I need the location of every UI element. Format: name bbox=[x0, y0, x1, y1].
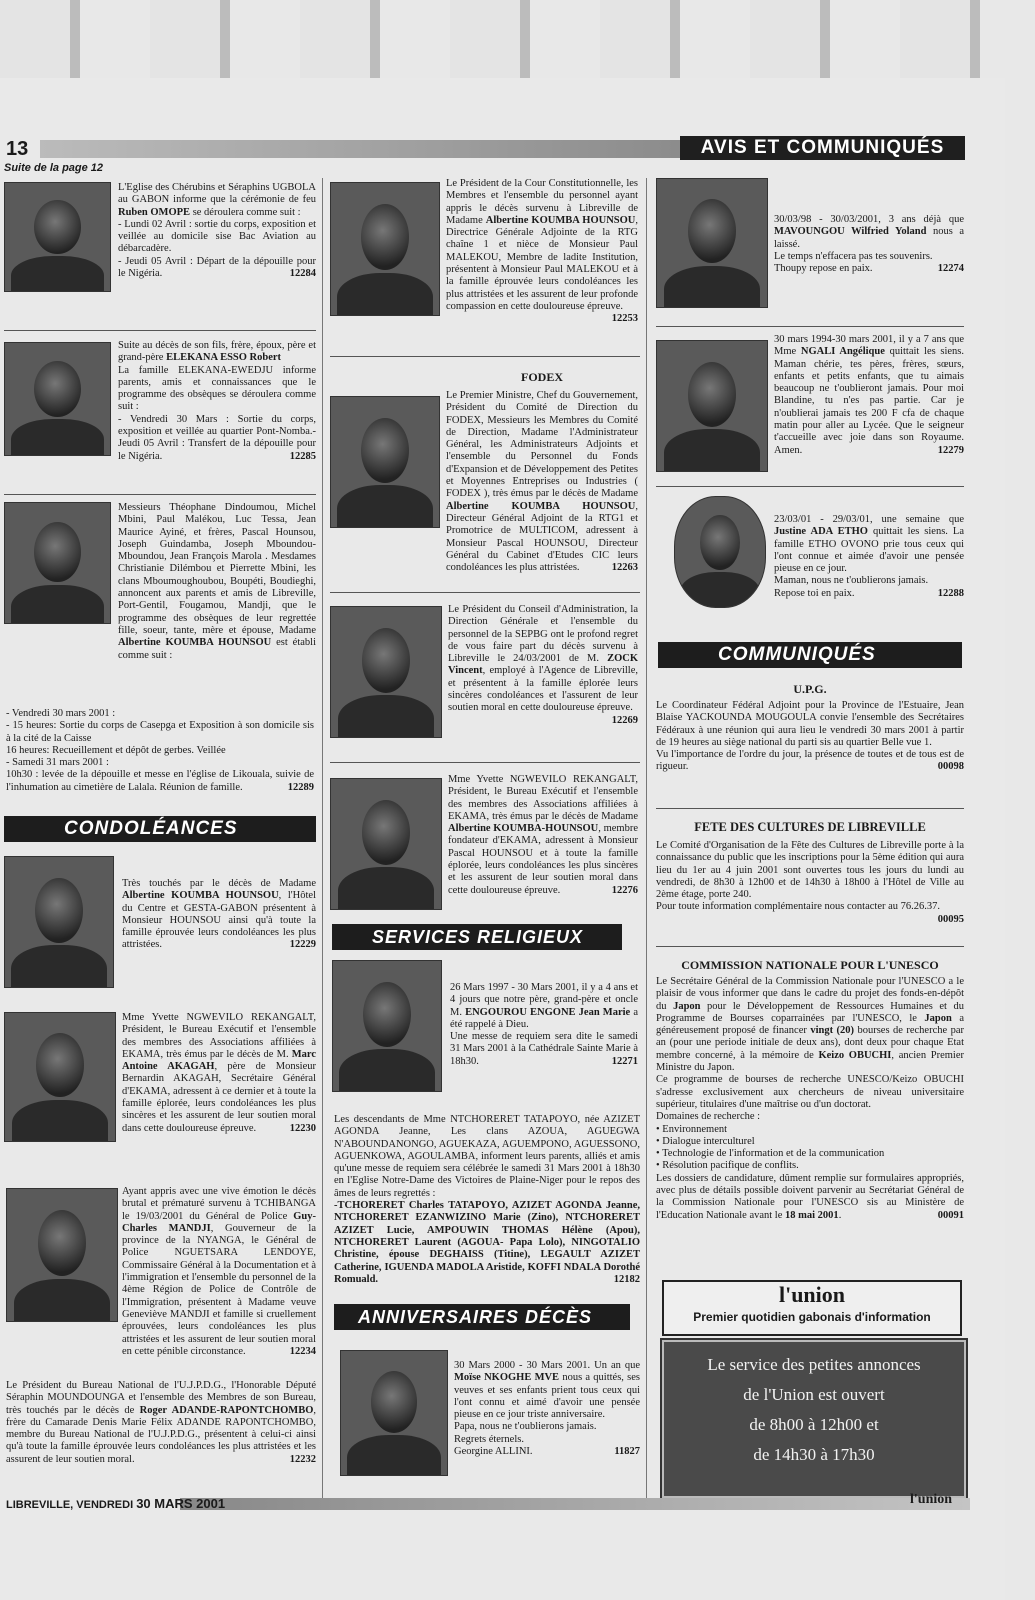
unesco-heading: COMMISSION NATIONALE POUR L'UNESCO bbox=[681, 958, 939, 972]
divider bbox=[656, 946, 964, 947]
continued-note: Suite de la page 12 bbox=[4, 162, 104, 174]
fodex-heading: FODEX bbox=[521, 370, 563, 384]
portrait-photo bbox=[4, 502, 111, 624]
portrait-photo bbox=[4, 182, 111, 292]
notice-hotel-du-centre: Très touchés par le décès de Madame Albertine KOUMBA HOUNSOU, l'Hôtel du Centre et GESTA-GABON présentent à Monsieur HOUNSOU ainsi qu'à toute la famille éprouvée leurs condoléances les plus attristées. 12229 bbox=[122, 878, 316, 951]
union-logo: l'union bbox=[778, 1282, 846, 1307]
union-tagline: Premier quotidien gabonais d'information bbox=[693, 1310, 931, 1324]
newspaper-sheet bbox=[0, 78, 1005, 1600]
notice-mandji: Ayant appris avec une vive émotion le décès brutal et prématuré survenu à TCHIBANGA le 19/03/2001 du Général de Police Guy-Charles MANDJI, Gouverneur de la province de la NYANGA, le Général de Police NGUETSARA LENDOYE, Commissaire Général à la Documentation et à l'immigration et l'ensemble du personnel de la 4ème Région de Police de Contrôle de l'Immigration, présentent à Madame veuve Geneviève MANDJI et famille si cruellement éprouvées, leurs condoléances les plus attristées et les assurent de leur soutien moral en cette pénible circonstance. 12234 bbox=[122, 1186, 316, 1357]
petites-annonces-box bbox=[662, 1340, 966, 1498]
anniversaires-heading: ANNIVERSAIRES DÉCÈS bbox=[334, 1304, 630, 1330]
divider bbox=[330, 762, 640, 763]
portrait-photo bbox=[656, 340, 768, 472]
services-religieux-heading: SERVICES RELIGIEUX bbox=[332, 924, 622, 950]
column-divider bbox=[322, 178, 323, 1498]
section-title: AVIS ET COMMUNIQUÉS bbox=[680, 136, 965, 160]
notice-nkoghe: 30 Mars 2000 - 30 Mars 2001. Un an que Moïse NKOGHE MVE nous a quittés, ses veuves et ses enfants prient tous ceux qui l'ont connu et aimé d'avoir une pensée pieuse en ce jour triste anniversaire. Papa, nous ne t'oublierons jamais. Regrets éternels. Georgine ALLINI. 11827 bbox=[454, 1360, 641, 1458]
footer-logo: l'union bbox=[910, 1492, 953, 1507]
notice-fete-cultures: Le Comité d'Organisation de la Fête des Cultures de Libreville porte à la connaissance du public que les inscriptions pour la 5ème édition qui aura lieu du 1er au 4 juin 2001 sont ouvertes tous les jours du lundi au vendredi, de 8h30 à 12h00 et de 14h30 à 18h00 à l'Hôtel de Ville au 2ème étage, porte 240. Pour toute information complémentaire nous contacter au 76.26.37. 00095 bbox=[656, 840, 964, 925]
ad-line: de l'Union est ouvert bbox=[743, 1385, 885, 1404]
portrait-photo bbox=[6, 1188, 118, 1322]
divider bbox=[330, 356, 640, 357]
ad-line: de 14h30 à 17h30 bbox=[753, 1445, 875, 1464]
portrait-photo bbox=[330, 182, 440, 316]
column-divider bbox=[646, 178, 647, 1498]
portrait-photo bbox=[4, 1012, 116, 1142]
notice-programme-obseques: Messieurs Théophane Dindoumou, Michel Mbini, Paul Malékou, Luc Tessa, Jean Maurice Ayiné, et frères, Pascal Hounsou, Joseph Guindamba, Joseph Mboundou-Mboundou, Jean François Marola . Mesdames Christianie Dilémbou et Pierrette Mbini, les clans Mboumoughoubou, Boupéti, Boudieghi, annoncent aux parents et amis de Libreville, Port-Gentil, Fougamou, Mandji, que le programme des obsèques de leur regrettée fille, soeur, tante, mère et épouse, Madame Albertine KOUMBA HOUNSOU est établi comme suit : bbox=[118, 502, 316, 661]
portrait-photo bbox=[4, 342, 111, 456]
upg-heading: U.P.G. bbox=[793, 682, 827, 696]
notice-ujpdg: Le Président du Bureau National de l'U.J.P.D.G., l'Honorable Député Séraphin MOUNDOUNGA et l'ensemble des Membres de son Bureau, très touchés par le décès de Roger ADANDE-RAPONTCHOMBO, frère du Camarade Denis Marie Félix ADANDE RAPONTCHOMBO, membre du Bureau National de l'U.J.P.D.G., présentent à celui-ci ainsi qu'à toute la famille éprouvée leurs condoléances les plus attristées et les assurent de leur soutien moral. 12232 bbox=[6, 1380, 316, 1465]
portrait-photo bbox=[330, 606, 442, 738]
footer-date: LIBREVILLE, VENDREDI 30 MARS 2001 bbox=[6, 1496, 226, 1511]
notice-ada-etho: 23/03/01 - 29/03/01, une semaine que Justine ADA ETHO quittait les siens. La famille ETHO OVONO prie tous ceux qui l'ont connue et aimée d'avoir une pensée pieuse en ce jour. Maman, nous ne t'oublierons jamais. Repose toi en paix. 12288 bbox=[774, 514, 964, 599]
notice-engourou: 26 Mars 1997 - 30 Mars 2001, il y a 4 ans et 4 jours que notre père, grand-père et oncle M. ENGOUROU ENGONE Jean Marie a été rappelé à Dieu. Une messe de requiem sera dite le samedi 31 Mars 2001 à la Cathédrale Sainte Marie à 18h30. 12271 bbox=[450, 982, 638, 1067]
portrait-photo bbox=[674, 496, 766, 608]
notice-ekama-koumba: Mme Yvette NGWEVILO REKANGALT, Président, le Bureau Exécutif et l'ensemble des membres des Associations affiliées à EKAMA, très émus par le décès de Madame Albertine KOUMBA-HOUNSOU, membre fondateur d'EKAMA, adressent à Monsieur Pascal HOUNSOU et à toute la famille éplorée, leurs condoléances les plus sincères et les assurent de leur soutien moral dans cette douloureuse épreuve. 12276 bbox=[448, 774, 639, 896]
notice-ngali: 30 mars 1994-30 mars 2001, il y a 7 ans que Mme NGALI Angélique quittait les siens. Maman chérie, tes pères, frères, sœurs, enfants et petits enfants, que tu aimais beaucoup ne t'oublieront jamais. Pour moi Blandine, tu n'es pas partie. Car je n'oublierai jamais tes 200 F cfa de chaque matin pour aller au Lycée. Que le seigneur t'accueille avec joie dans son Royaume. Amen. 12279 bbox=[774, 334, 964, 456]
divider bbox=[4, 330, 316, 331]
page-number: 13 bbox=[6, 138, 29, 160]
notice-cour-constitutionnelle: Le Président de la Cour Constitutionnelle, les Membres et l'ensemble du personnel ayant appris le décès survenu à Libreville de Madame Albertine KOUMBA HOUNSOU, Directrice Générale Adjointe de la RTG chaîne 1 et nièce de Monsieur Paul MALEKOU, Membre de ladite Institution, présentent à Monsieur Paul MALEKOU et à la famille éprouvée leurs condoléances les plus attristées et les assurent de leur profonde compassion en cette douloureuse épreuve. 12253 bbox=[446, 178, 638, 325]
notice-programme-schedule: - Vendredi 30 mars 2001 : - 15 heures: Sortie du corps de Casepga et Exposition à son domicile sis à la cité de la Caisse 16 heures: Recueillement et dépôt de gerbes. Veillée - Samedi 31 mars 2001 : 10h30 : levée de la dépouille et messe en l'église de Likouala, suivie de l'inhumation au cimetière de Lalala. Réunion de famille. 12289 bbox=[6, 708, 314, 793]
footer-band bbox=[180, 1498, 970, 1510]
divider bbox=[656, 808, 964, 809]
notice-mavoungou: 30/03/98 - 30/03/2001, 3 ans déjà que MAVOUNGOU Wilfried Yoland nous a laissé. Le temps n'effacera pas tes souvenirs. Thoupy repose en paix. 12274 bbox=[774, 214, 965, 275]
communiques-heading: COMMUNIQUÉS bbox=[658, 642, 962, 668]
divider bbox=[4, 494, 316, 495]
ad-line: de 8h00 à 12h00 et bbox=[749, 1415, 879, 1434]
condoleances-heading: CONDOLÉANCES bbox=[4, 816, 316, 842]
notice-fodex: Le Premier Ministre, Chef du Gouvernement, Président du Comité de Direction du FODEX, Messieurs les Membres du Comité de Direction, Madame l'Administrateur Général, les Administrateurs Adjoints et l'ensemble du Personnel du Fonds d'Expansion et de Développement des Petites et Moyennes Entreprises ou Industries ( FODEX ), très émus par le décès de Madame Albertine KOUMBA HOUNSOU, Directeur Général Adjoint de la RTG1 et Promotrice de MULTICOM, adressent à Monsieur Pascal HOUNSOU, Directeur Général du Cabinet d'Etudes CIC leurs condoléances les plus attristées. 12263 bbox=[446, 390, 638, 574]
ad-line: Le service des petites annonces bbox=[707, 1355, 921, 1374]
notice-ekama-akagah: Mme Yvette NGWEVILO REKANGALT, Président, le Bureau Exécutif et l'ensemble des membres des Associations affiliées à EKAMA, très émus par le décès de M. Marc Antoine AKAGAH, père de Monsieur Bernardin AKAGAH, Secrétaire Général d'EKAMA, adressent à ce dernier et à toute la famille éplorée, leurs condoléances les plus sincères et les assurent de leur soutien moral dans cette douloureuse épreuve. 12230 bbox=[122, 1012, 316, 1134]
portrait-photo bbox=[330, 778, 442, 910]
union-box bbox=[662, 1280, 962, 1336]
notice-omope: L'Eglise des Chérubins et Séraphins UGBOLA au GABON informe que la cérémonie de feu Ruben OMOPE se déroulera comme suit : - Lundi 02 Avril : sortie du corps, exposition et veillée au domicile sise Bac Aviation au débarcadère. - Jeudi 05 Avril : Départ de la dépouille pour le Nigéria. 12284 bbox=[118, 182, 316, 280]
notice-elekana: Suite au décès de son fils, frère, époux, père et grand-père ELEKANA ESSO Robert La famille ELEKANA-EWEDJU informe parents, amis et connaissances que le programme des obsèques se déroulera comme suit : - Vendredi 30 Mars : Sortie du corps, exposition et veillée au quartier Pont-Nomba.- Jeudi 05 Avril : Transfert de la dépouille pour le Nigéria. 12285 bbox=[118, 340, 316, 462]
notice-sepbg-zock: Le Président du Conseil d'Administration, la Direction Générale et l'ensemble du personnel de la SEPBG ont le profond regret de vous faire part du décès survenu à Libreville le 24/03/2001 de M. ZOCK Vincent, employé à l'Agence de Libreville, et présentent à la famille éplorée leurs sincères condoléances et l'assurent de leur soutien moral en cette douloureuse épreuve. 12269 bbox=[448, 604, 638, 726]
divider bbox=[656, 486, 964, 487]
notice-unesco: Le Secrétaire Général de la Commission Nationale pour l'UNESCO a le plaisir de vous informer que dans le cadre du projet des fonds-en-dépôt du Japon pour le Développement de Ressources Humaines et du Programme de Bourses coparrainées par l'UNESCO, le Japon a généreusement proposé de financer vingt (20) bourses de recherche par an (pour une periode initiale de deux ans), dont deux pour chaque Etat membre concerné, à la mémoire de Keizo OBUCHI, ancien Premier Ministre du Japon. Ce programme de bourses de recherche UNESCO/Keizo OBUCHI s'adresse exclusivement aux chercheurs de niveau universitaire supérieur, titulaires d'une maîtrise ou d'un doctorat. Domaines de recherche : • Environnement • Dialogue interculturel • Technologie de l'information et de la communication • Résolution pacifique de conflits. Les dossiers de candidature, dûment remplie sur formulaires appropriés, avec plus de détails possible doivent parvenir au Secrétariat Général de la Commission Nationale pour l'UNESCO sis au Ministère de l'Education Nationale avant le 18 mai 2001. 00091 bbox=[656, 976, 965, 1221]
portrait-photo bbox=[656, 178, 768, 308]
fete-cultures-heading: FETE DES CULTURES DE LIBREVILLE bbox=[694, 820, 926, 834]
divider bbox=[330, 592, 640, 593]
notice-ntchoreret: Les descendants de Mme NTCHORERET TATAPOYO, née AZIZET AGONDA Jeanne, Les clans AZOUA, AGUEGWA N'ABOUNDANONGO, AGUEKAZA, AGUEMPONO, AGUESSONO, AGUENKOWA, AGOULAMBA, informent leurs parents, alliés et amis qu'une messe de requiem sera célébrée le samedi 31 Mars 2001 à 18h30 en l'Eglise Notre-Dame des Victoires de Plaine-Niger pour le repos des âmes de leurs regrettés : -TCHORERET Charles TATAPOYO, AZIZET AGONDA Jeanne, NTCHORERET EZANWIZINO Marie (Zino), NTCHORERET AZIZET Lucie, AMPOUWIN THOMAS Hélène (Apou), NTCHORERET Laurent (AGOUA- Papa Lolo), NINGOTALIO Christine, épouse DEGHAISS (Titine), LEGAULT AZIZET Catherine, IGUENDA MADOLA Aristide, KOFFI NDALA Dorothé Romuald. 12182 bbox=[334, 1114, 640, 1285]
portrait-photo bbox=[330, 396, 440, 528]
divider bbox=[656, 326, 964, 327]
portrait-photo bbox=[4, 856, 114, 988]
notice-upg: Le Coordinateur Fédéral Adjoint pour la Province de l'Estuaire, Jean Blaise YACKOUNDA MOUGOULA convie l'ensemble des Secrétaires Fédéraux à une réunion qui aura lieu le vendredi 30 mars 2001 à partir de 19 heures au siège national du parti sis au quartier Belle vue 1. Vu l'importance de l'ordre du jour, la présence de toutes et de tous est de rigueur. 00098 bbox=[656, 700, 964, 773]
portrait-photo bbox=[340, 1350, 448, 1476]
portrait-photo bbox=[332, 960, 442, 1092]
